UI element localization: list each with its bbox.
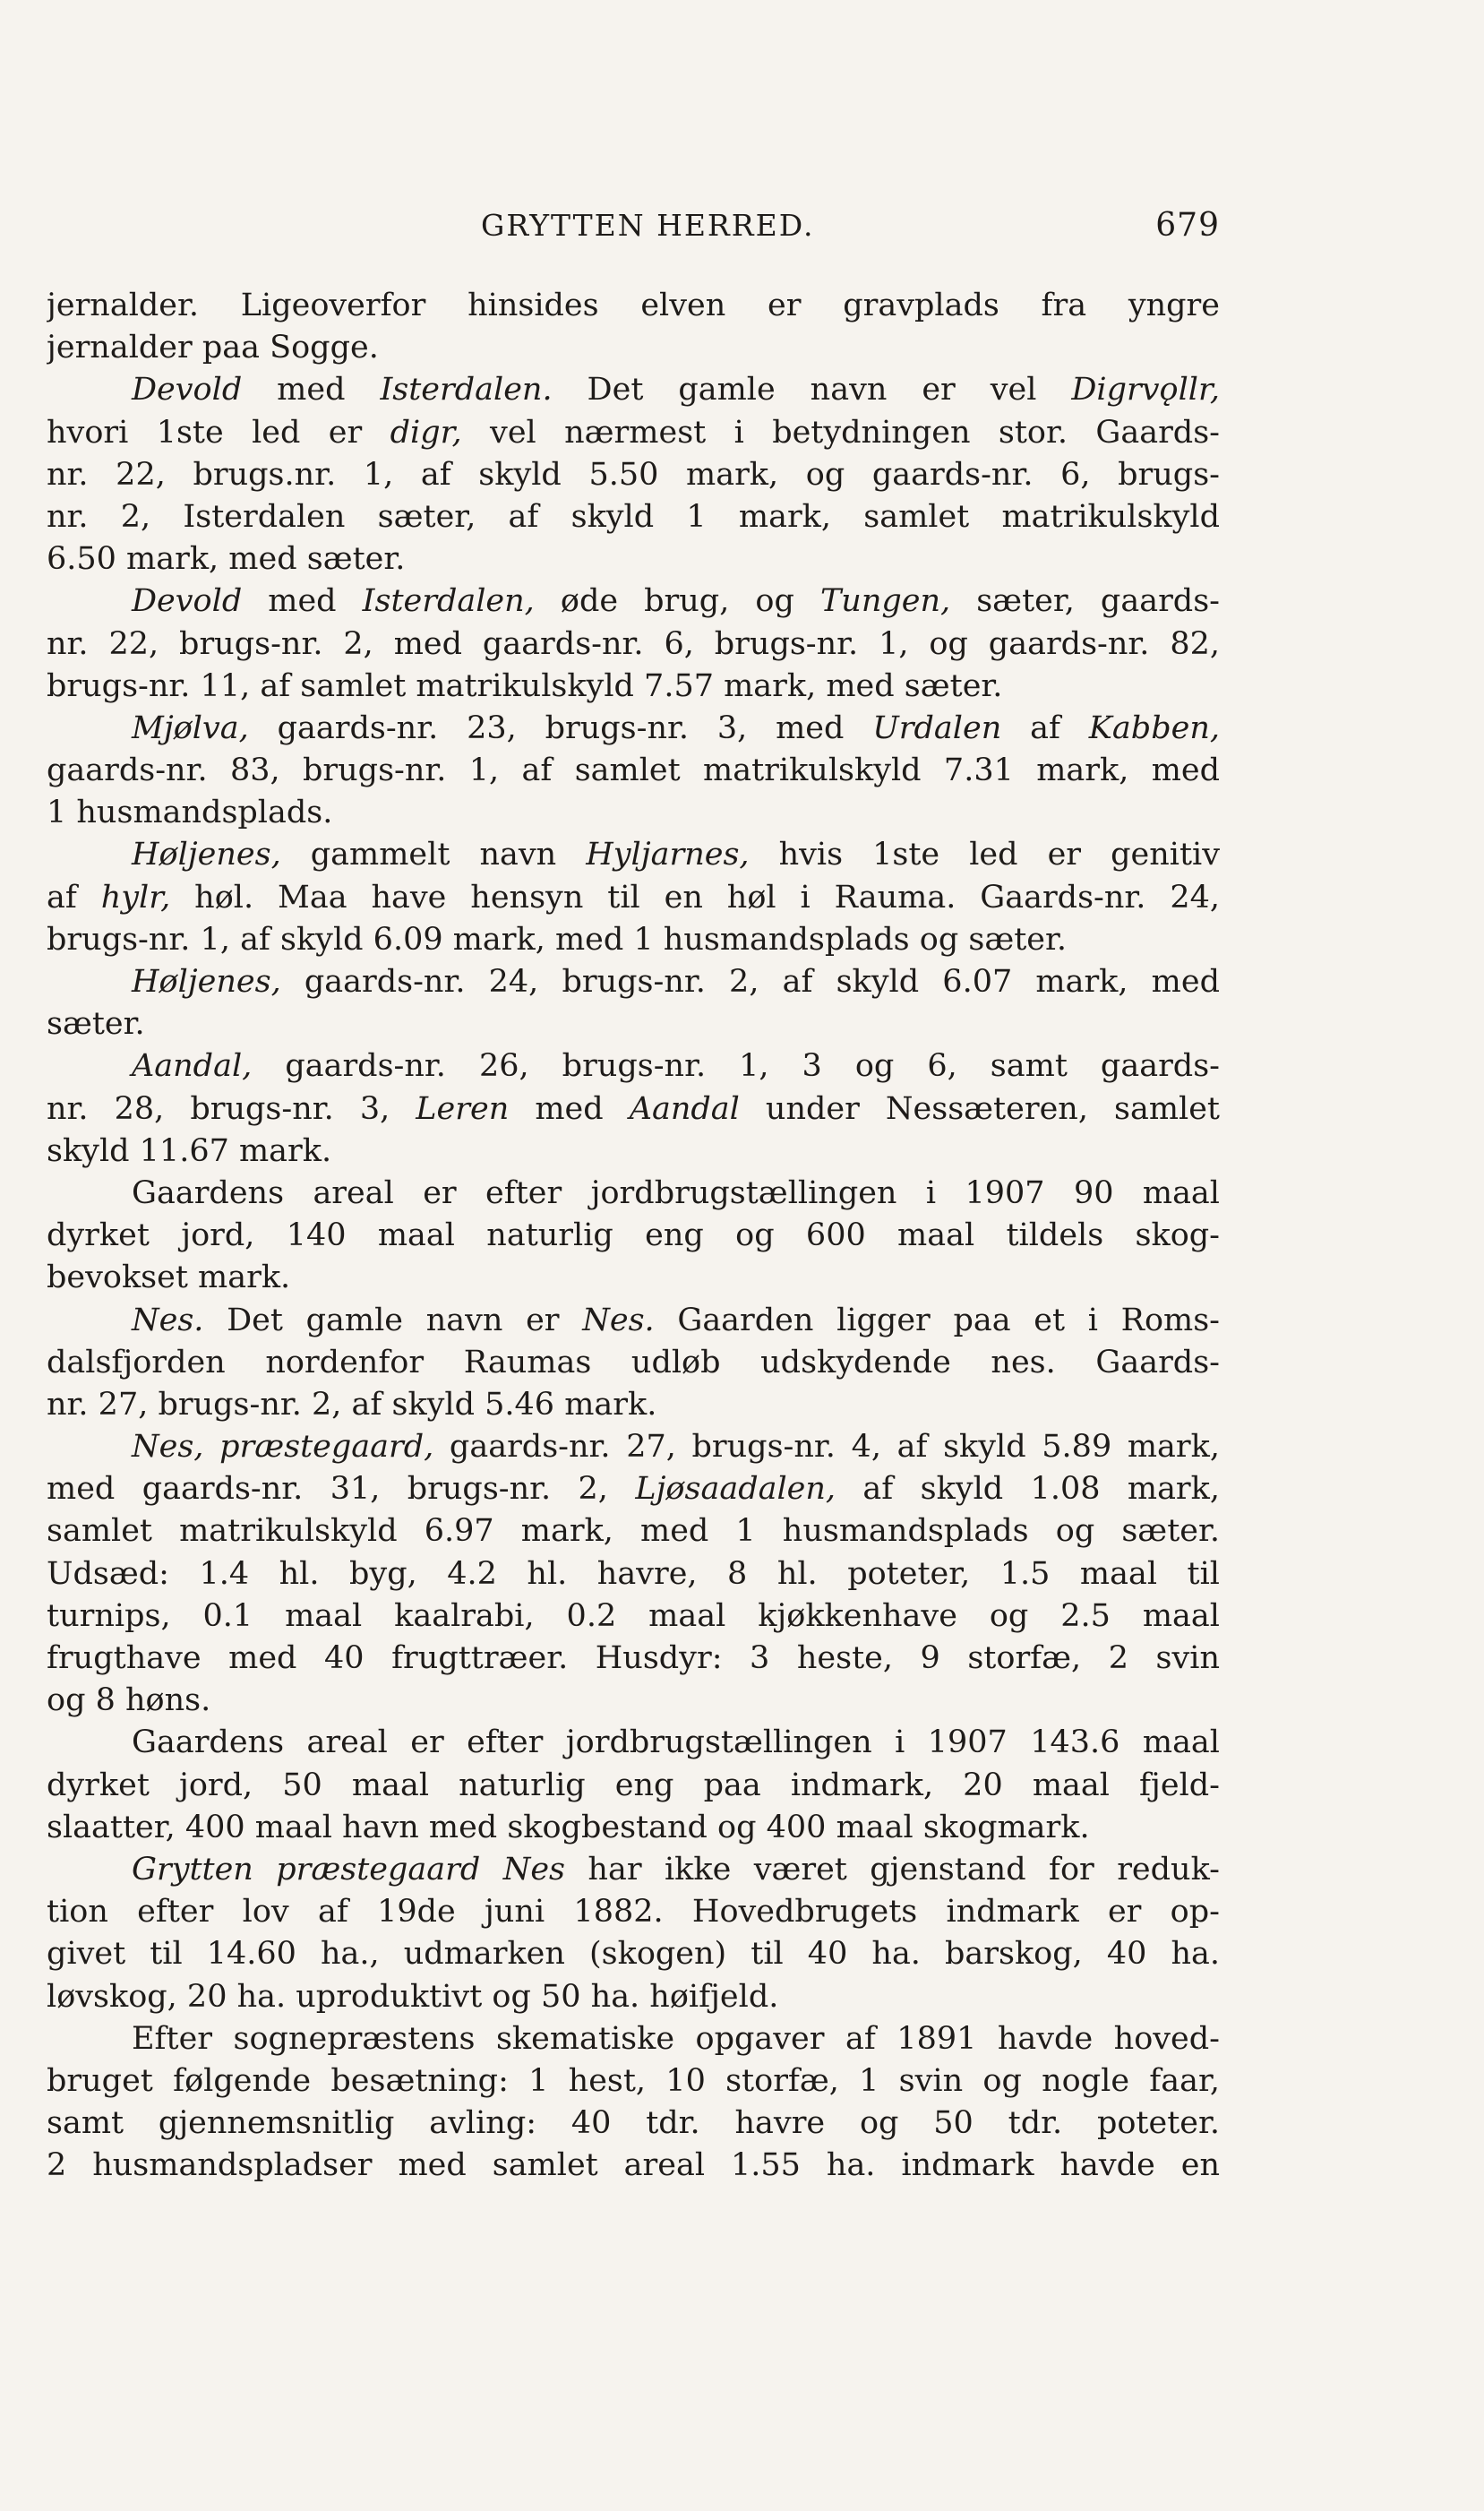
text-line [47, 285, 1220, 327]
text-segment: 2 husmandspladser med samlet areal 1.55 ha. indmark havde en [47, 2147, 1220, 2184]
text-segment: Udsæd: 1.4 hl. byg, 4.2 hl. havre, 8 hl. poteter, 1.5 maal til [47, 1555, 1220, 1592]
text-segment: frugthave med 40 frugttræer. Husdyr: 3 heste, 9 storfæ, 2 svin [47, 1640, 1220, 1676]
text-segment: under Nessæteren, samlet [739, 1090, 1220, 1127]
text-segment: med [509, 1090, 630, 1127]
text-segment: gammelt navn [280, 837, 587, 873]
text-segment: har ikke været gjenstand for reduk- [565, 1851, 1220, 1888]
text-segment: sæter. [47, 1006, 145, 1043]
text-line [47, 1384, 1220, 1426]
body-text [47, 285, 1220, 2187]
text-segment: Gaardens areal er efter jordbrugstællingen i 1907 143.6 maal [132, 1724, 1220, 1761]
text-line [47, 1468, 1220, 1510]
text-line [47, 750, 1220, 792]
text-line [47, 327, 1220, 369]
italic-text: Ljøsaadalen, [635, 1471, 836, 1508]
text-line [47, 961, 1220, 1003]
text-line [47, 1045, 1220, 1088]
text-segment: 6.50 mark, med sæter. [47, 541, 406, 578]
italic-text: Digrvǫllr, [1071, 372, 1220, 408]
text-segment: bevokset mark. [47, 1260, 291, 1296]
text-line [47, 1849, 1220, 1891]
text-segment: gaards-nr. 83, brugs-nr. 1, af samlet matrikulskyld 7.31 mark, med [47, 752, 1220, 789]
text-line [47, 1680, 1220, 1722]
italic-text: Nes. [132, 1302, 204, 1338]
text-segment: Det gamle navn er [203, 1302, 583, 1338]
text-segment: samlet matrikulskyld 6.97 mark, med 1 husmandsplads og sæter. [47, 1513, 1220, 1550]
italic-text: præstegaard, [219, 1429, 434, 1466]
text-line [47, 1638, 1220, 1680]
text-segment: nr. 22, brugs-nr. 2, med gaards-nr. 6, brugs-nr. 1, og gaards-nr. 82, [47, 625, 1220, 662]
text-line [47, 1510, 1220, 1552]
italic-text: Høljenes, [132, 964, 281, 1000]
italic-text: Kabben, [1088, 709, 1220, 746]
text-line [47, 1300, 1220, 1342]
italic-text: Nes, [132, 1429, 204, 1466]
text-line [47, 1891, 1220, 1933]
text-line [47, 1173, 1220, 1215]
text-segment: løvskog, 20 ha. uproduktivt og 50 ha. høifjeld. [47, 1978, 779, 2015]
page-number: 679 [1155, 207, 1220, 244]
text-segment: høl. Maa have hensyn til en høl i Rauma. Gaards-nr. 24, [170, 879, 1220, 916]
text-line [47, 1215, 1220, 1257]
text-segment: 1 husmandsplads. [47, 795, 333, 831]
italic-text: Aandal [629, 1090, 740, 1127]
text-segment: Det gamle navn er vel [552, 372, 1072, 408]
text-line [47, 708, 1220, 750]
text-segment: nr. 27, brugs-nr. 2, af skyld 5.46 mark. [47, 1386, 657, 1423]
text-segment: givet til 14.60 ha., udmarken (skogen) til 40 ha. barskog, 40 ha. [47, 1936, 1220, 1973]
text-segment: gaards-nr. 26, brugs-nr. 1, 3 og 6, samt gaards- [252, 1048, 1220, 1085]
text-segment: vel nærmest i betydningen stor. Gaards- [461, 414, 1220, 451]
text-segment: gaards-nr. 23, brugs-nr. 3, med [248, 709, 873, 746]
text-segment: nr. 28, brugs-nr. 3, [47, 1090, 416, 1127]
text-line [47, 919, 1220, 961]
text-line [47, 1722, 1220, 1764]
text-segment: dyrket jord, 50 maal naturlig eng paa indmark, 20 maal fjeld- [47, 1767, 1220, 1803]
text-segment: med [242, 372, 381, 408]
text-segment: med gaards-nr. 31, brugs-nr. 2, [47, 1471, 636, 1508]
text-segment: af [1001, 709, 1089, 746]
text-line [47, 2060, 1220, 2103]
text-line [47, 412, 1220, 454]
text-line [47, 580, 1220, 623]
text-segment: gaards-nr. 27, brugs-nr. 4, af skyld 5.89 mark, [433, 1429, 1220, 1466]
italic-text: Leren [416, 1090, 510, 1127]
text-line [47, 2145, 1220, 2187]
italic-text: Nes. [582, 1302, 655, 1338]
text-line [47, 623, 1220, 666]
text-segment: hvis 1ste led er genitiv [749, 837, 1220, 873]
text-segment: samt gjennemsnitlig avling: 40 tdr. havre og 50 tdr. poteter. [47, 2105, 1220, 2142]
text-line [47, 1257, 1220, 1299]
italic-text: Mjølva, [132, 709, 249, 746]
running-title: GRYTTEN HERRED. [481, 208, 815, 243]
text-line [47, 877, 1220, 919]
text-segment: brugs-nr. 1, af skyld 6.09 mark, med 1 husmandsplads og sæter. [47, 921, 1068, 958]
text-line [47, 1765, 1220, 1807]
text-segment: dyrket jord, 140 maal naturlig eng og 600 maal tildels skog- [47, 1217, 1220, 1254]
text-segment: sæter, gaards- [950, 583, 1220, 620]
text-segment [203, 1429, 219, 1465]
text-line [47, 1342, 1220, 1384]
text-segment: nr. 2, Isterdalen sæter, af skyld 1 mark, samlet matrikulskyld [47, 498, 1220, 535]
text-segment: hvori 1ste led er [47, 414, 390, 451]
text-line [47, 2103, 1220, 2145]
text-segment: nr. 22, brugs.nr. 1, af skyld 5.50 mark, og gaards-nr. 6, brugs- [47, 456, 1220, 493]
text-segment: tion efter lov af 19de juni 1882. Hovedbrugets indmark er op- [47, 1894, 1220, 1931]
italic-text: hylr, [100, 879, 171, 916]
text-segment: Gaarden ligger paa et i Roms- [654, 1302, 1220, 1338]
text-segment: øde brug, og [534, 583, 820, 620]
italic-text: Devold [132, 583, 243, 620]
text-line [47, 792, 1220, 834]
text-line [47, 1426, 1220, 1468]
text-line [47, 1595, 1220, 1638]
text-line [47, 1088, 1220, 1131]
italic-text: Aandal, [132, 1048, 253, 1085]
text-line [47, 454, 1220, 496]
italic-text: Isterdalen. [380, 372, 553, 408]
text-line [47, 1553, 1220, 1595]
text-segment: brugs-nr. 11, af samlet matrikulskyld 7.57 mark, med sæter. [47, 667, 1003, 704]
italic-text: digr, [390, 414, 462, 451]
text-line [47, 369, 1220, 411]
italic-text: Hyljarnes, [586, 837, 750, 873]
italic-text: Isterdalen, [362, 583, 535, 620]
italic-text: Tungen, [819, 583, 951, 620]
text-line [47, 1131, 1220, 1173]
text-line [47, 834, 1220, 876]
text-segment: Gaardens areal er efter jordbrugstællingen i 1907 90 maal [132, 1174, 1220, 1211]
text-line [47, 1976, 1220, 2018]
text-line [47, 2018, 1220, 2060]
text-segment: jernalder. Ligeoverfor hinsides elven er gravplads fra yngre [47, 288, 1220, 323]
text-line [47, 538, 1220, 580]
text-segment: Efter sognepræstens skematiske opgaver af 1891 havde hoved- [132, 2020, 1220, 2057]
text-segment: slaatter, 400 maal havn med skogbestand og 400 maal skogmark. [47, 1809, 1090, 1845]
text-segment: turnips, 0.1 maal kaalrabi, 0.2 maal kjøkkenhave og 2.5 maal [47, 1597, 1220, 1634]
text-segment: skyld 11.67 mark. [47, 1132, 332, 1169]
italic-text: Urdalen [872, 709, 1002, 746]
book-page [47, 0, 1220, 2511]
italic-text: Grytten præstegaard Nes [132, 1851, 566, 1888]
text-line [47, 1003, 1220, 1045]
italic-text: Devold [132, 372, 243, 408]
text-segment: og 8 høns. [47, 1682, 211, 1719]
text-segment: dalsfjorden nordenfor Raumas udløb udskydende nes. Gaards- [47, 1344, 1220, 1380]
text-segment: af [47, 879, 101, 916]
text-line [47, 666, 1220, 708]
text-line [47, 1933, 1220, 1975]
text-line [47, 496, 1220, 538]
text-segment: gaards-nr. 24, brugs-nr. 2, af skyld 6.07 mark, med [280, 964, 1220, 1000]
text-line [47, 1807, 1220, 1849]
text-segment: bruget følgende besætning: 1 hest, 10 storfæ, 1 svin og nogle faar, [47, 2062, 1220, 2099]
running-header [47, 199, 1220, 253]
text-segment: jernalder paa Sogge. [47, 330, 379, 366]
text-segment: af skyld 1.08 mark, [836, 1471, 1220, 1508]
text-segment: med [242, 583, 363, 620]
italic-text: Høljenes, [132, 837, 281, 873]
